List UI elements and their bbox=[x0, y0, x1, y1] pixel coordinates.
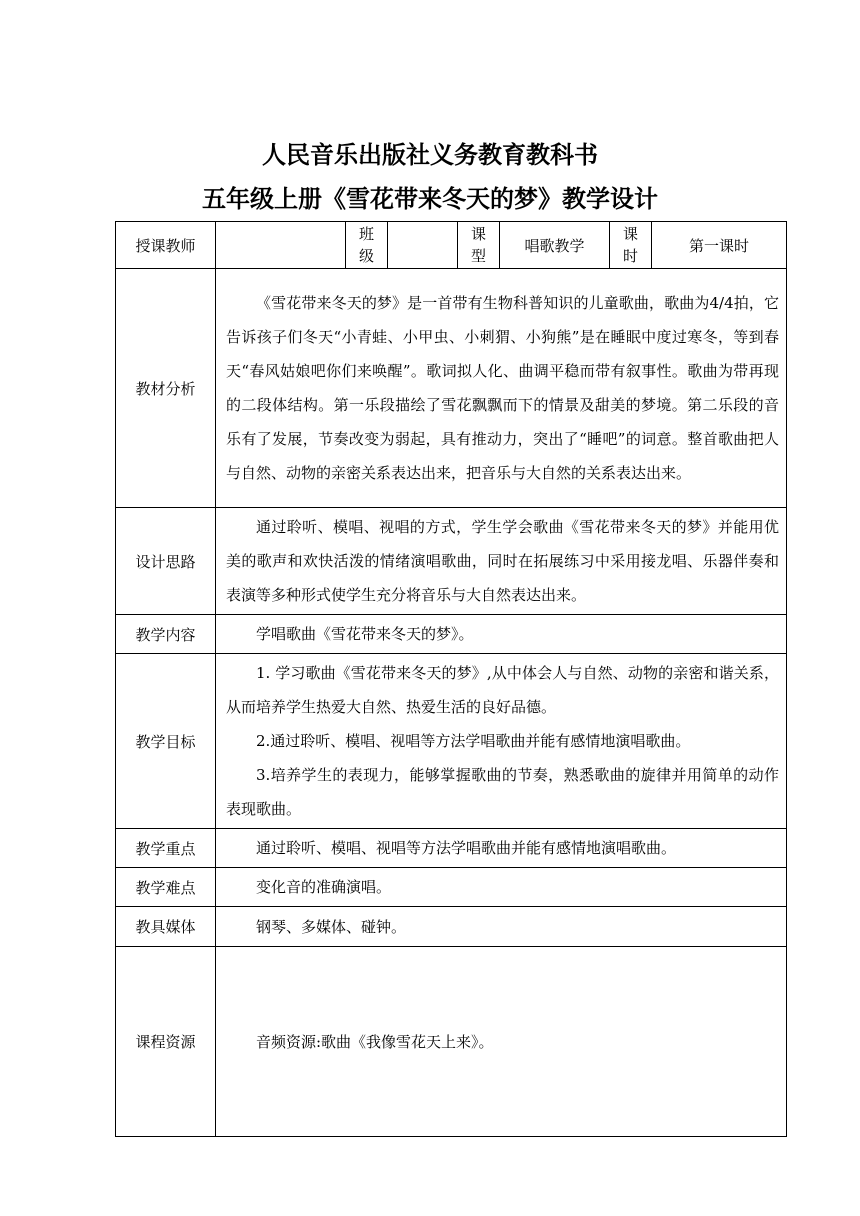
document-title: 人民音乐出版社义务教育教科书 bbox=[262, 141, 598, 169]
design-label: 设计思路 bbox=[116, 508, 216, 615]
content-label: 教学内容 bbox=[116, 615, 216, 654]
resource-row bbox=[116, 947, 787, 1137]
difficulty-text: 变化音的准确演唱。 bbox=[256, 878, 392, 896]
difficulty-row bbox=[116, 868, 787, 907]
design-row bbox=[116, 508, 787, 615]
document-subtitle: 五年级上册《雪花带来冬天的梦》教学设计 bbox=[202, 185, 658, 213]
goal-item: 3.培养学生的表现力，能够掌握歌曲的节奏，熟悉歌曲的旋律并用简单的动作表现歌曲。 bbox=[226, 766, 779, 818]
media-label: 教具媒体 bbox=[116, 907, 216, 947]
resource-label: 课程资源 bbox=[116, 947, 216, 1137]
class-label-line1: 班 bbox=[358, 225, 374, 243]
teacher-value bbox=[216, 222, 346, 269]
header-row bbox=[116, 222, 787, 269]
media-cell bbox=[216, 907, 787, 947]
material-cell bbox=[216, 269, 787, 508]
teacher-label: 授课教师 bbox=[116, 222, 216, 269]
goals-label: 教学目标 bbox=[116, 654, 216, 829]
type-label-line1: 课 bbox=[470, 225, 486, 243]
difficulty-cell bbox=[216, 868, 787, 907]
material-text: 《雪花带来冬天的梦》是一首带有生物科普知识的儿童歌曲，歌曲为4/4拍，它告诉孩子们冬天“小青蛙、小甲虫、小刺猬、小狗熊”是在睡眠中度过寒冬，等到春天“春风姑娘吧你们来唤醒”。歌词拟人化、曲调平稳而带有叙事性。歌曲为带再现的二段体结构。第一乐段描绘了雪花飘飘而下的情景及甜美的梦境。第二乐段的音乐有了发展，节奏改变为弱起，具有推动力，突出了“睡吧”的词意。整首歌曲把人与自然、动物的亲密关系表达出来，把音乐与大自然的关系表达出来。 bbox=[226, 294, 779, 482]
type-label bbox=[458, 222, 500, 269]
lesson-plan-table bbox=[115, 221, 787, 1137]
type-value: 唱歌教学 bbox=[500, 222, 610, 269]
resource-text: 音频资源:歌曲《我像雪花天上来》。 bbox=[256, 1032, 494, 1051]
period-label-line1: 课 bbox=[622, 225, 638, 243]
design-text: 通过聆听、模唱、视唱的方式，学生学会歌曲《雪花带来冬天的梦》并能用优美的歌声和欢快活泼的情绪演唱歌曲，同时在拓展练习中采用接龙唱、乐器伴奏和表演等多种形式使学生充分将音乐与大自然表达出来。 bbox=[226, 518, 779, 604]
key-cell bbox=[216, 829, 787, 868]
period-label bbox=[610, 222, 652, 269]
key-text: 通过聆听、模唱、视唱等方法学唱歌曲并能有感情地演唱歌曲。 bbox=[256, 839, 677, 857]
class-label-line2: 级 bbox=[358, 247, 374, 265]
goal-item: 1. 学习歌曲《雪花带来冬天的梦》,从中体会人与自然、动物的亲密和谐关系，从而培养学生热爱大自然、热爱生活的良好品德。 bbox=[226, 664, 779, 716]
content-text: 学唱歌曲《雪花带来冬天的梦》。 bbox=[256, 625, 474, 643]
class-label bbox=[346, 222, 388, 269]
difficulty-label: 教学难点 bbox=[116, 868, 216, 907]
goals-cell bbox=[216, 654, 787, 829]
content-row bbox=[116, 615, 787, 654]
media-row bbox=[116, 907, 787, 947]
period-label-line2: 时 bbox=[622, 247, 638, 265]
design-cell bbox=[216, 508, 787, 615]
material-row bbox=[116, 269, 787, 508]
period-value: 第一课时 bbox=[652, 222, 787, 269]
key-row bbox=[116, 829, 787, 868]
content-cell bbox=[216, 615, 787, 654]
media-text: 钢琴、多媒体、碰钟。 bbox=[256, 917, 407, 936]
class-value bbox=[388, 222, 458, 269]
key-label: 教学重点 bbox=[116, 829, 216, 868]
material-label: 教材分析 bbox=[116, 269, 216, 508]
resource-cell bbox=[216, 947, 787, 1137]
goal-item: 2.通过聆听、模唱、视唱等方法学唱歌曲并能有感情地演唱歌曲。 bbox=[256, 732, 691, 750]
type-label-line2: 型 bbox=[470, 247, 486, 265]
goals-row bbox=[116, 654, 787, 829]
